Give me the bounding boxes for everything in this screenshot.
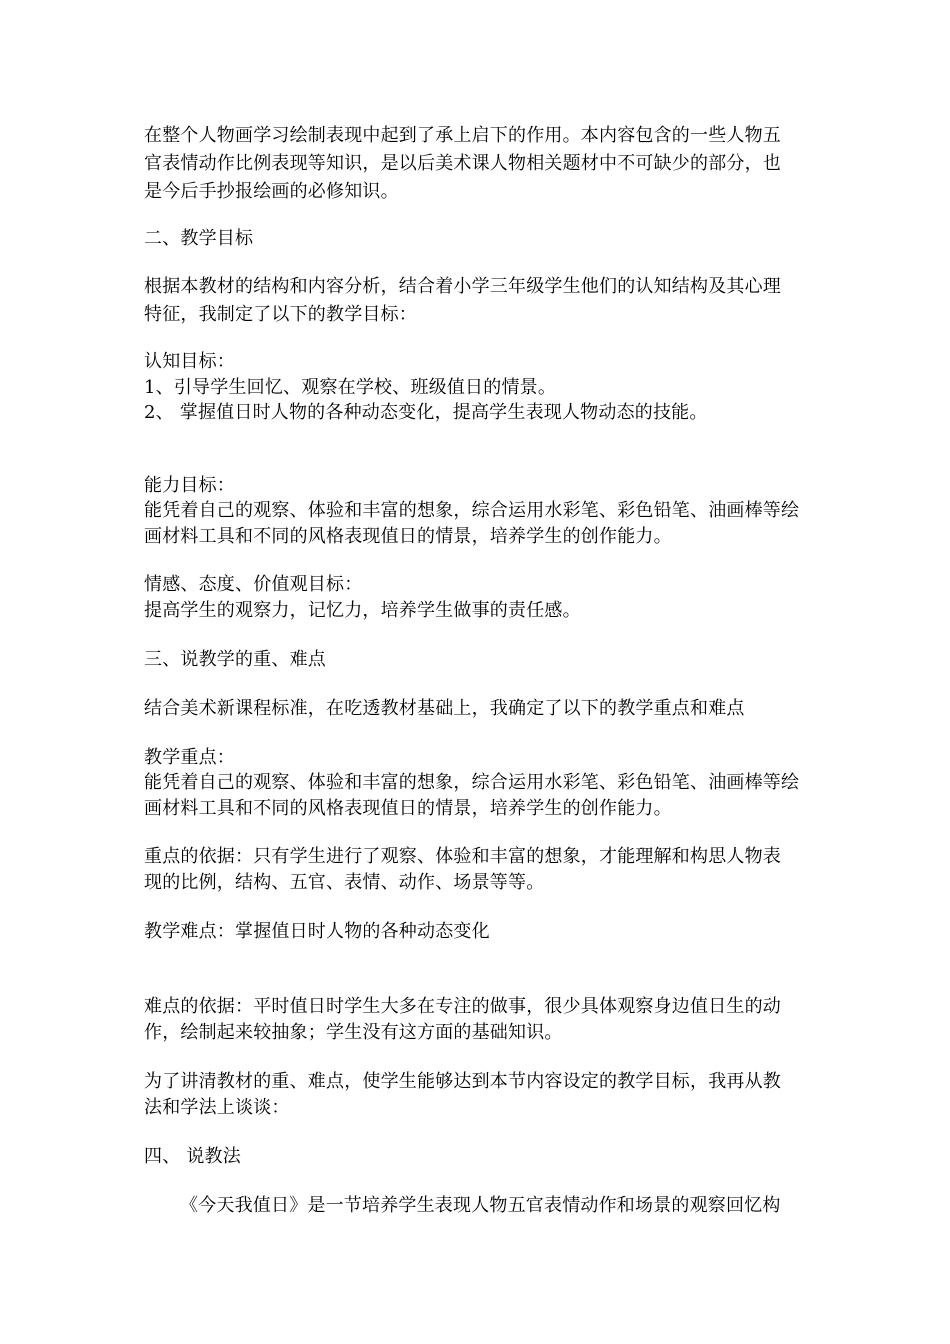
intro-line-2: 官表情动作比例表现等知识，是以后美术课人物相关题材中不可缺少的部分，也 (144, 153, 781, 174)
key-heading: 教学重点： (144, 747, 235, 768)
intro-line-1: 在整个人物画学习绘制表现中起到了承上启下的作用。本内容包含的一些人物五 (144, 125, 781, 146)
section3-heading: 三、说教学的重、难点 (144, 649, 326, 670)
cognitive-heading: 认知目标： (144, 351, 235, 372)
section2-text-1: 根据本教材的结构和内容分析，结合着小学三年级学生他们的认知结构及其心理 (144, 276, 781, 297)
emotion-heading: 情感、态度、价值观目标： (144, 574, 363, 595)
cognitive-item-2: 2、 掌握值日时人物的各种动态变化，提高学生表现人物动态的技能。 (144, 402, 708, 423)
key-basis-2: 现的比例，结构、五官、表情、动作、场景等等。 (144, 872, 545, 893)
difficulty-basis-2: 作，绘制起来较抽象；学生没有这方面的基础知识。 (144, 1022, 563, 1043)
intro-line-3: 是今后手抄报绘画的必修知识。 (144, 181, 399, 202)
ability-text-2: 画材料工具和不同的风格表现值日的情景，培养学生的创作能力。 (144, 526, 672, 547)
transition-1: 为了讲清教材的重、难点，使学生能够达到本节内容设定的教学目标，我再从教 (144, 1071, 781, 1092)
section4-heading: 四、 说教法 (144, 1146, 241, 1167)
key-basis-1: 重点的依据：只有学生进行了观察、体验和丰富的想象，才能理解和构思人物表 (144, 846, 781, 867)
ability-heading: 能力目标： (144, 475, 235, 496)
difficulty-basis-1: 难点的依据：平时值日时学生大多在专注的做事，很少具体观察身边值日生的动 (144, 996, 781, 1017)
transition-2: 法和学法上谈谈： (144, 1097, 290, 1118)
cognitive-item-1: 1、引导学生回忆、观察在学校、班级值日的情景。 (144, 377, 557, 398)
key-text-1: 能凭着自己的观察、体验和丰富的想象，综合运用水彩笔、彩色铅笔、油画棒等绘 (144, 772, 800, 793)
section2-text-2: 特征，我制定了以下的教学目标： (144, 304, 417, 325)
section2-heading: 二、教学目标 (144, 228, 254, 249)
ability-text-1: 能凭着自己的观察、体验和丰富的想象，综合运用水彩笔、彩色铅笔、油画棒等绘 (144, 500, 800, 521)
emotion-text: 提高学生的观察力，记忆力，培养学生做事的责任感。 (144, 600, 581, 621)
section4-text: 《今天我值日》是一节培养学生表现人物五官表情动作和场景的观察回忆构 (180, 1195, 781, 1216)
difficulty: 教学难点：掌握值日时人物的各种动态变化 (144, 921, 490, 942)
key-text-2: 画材料工具和不同的风格表现值日的情景，培养学生的创作能力。 (144, 798, 672, 819)
section3-text: 结合美术新课程标准，在吃透教材基础上，我确定了以下的教学重点和难点 (144, 698, 745, 719)
